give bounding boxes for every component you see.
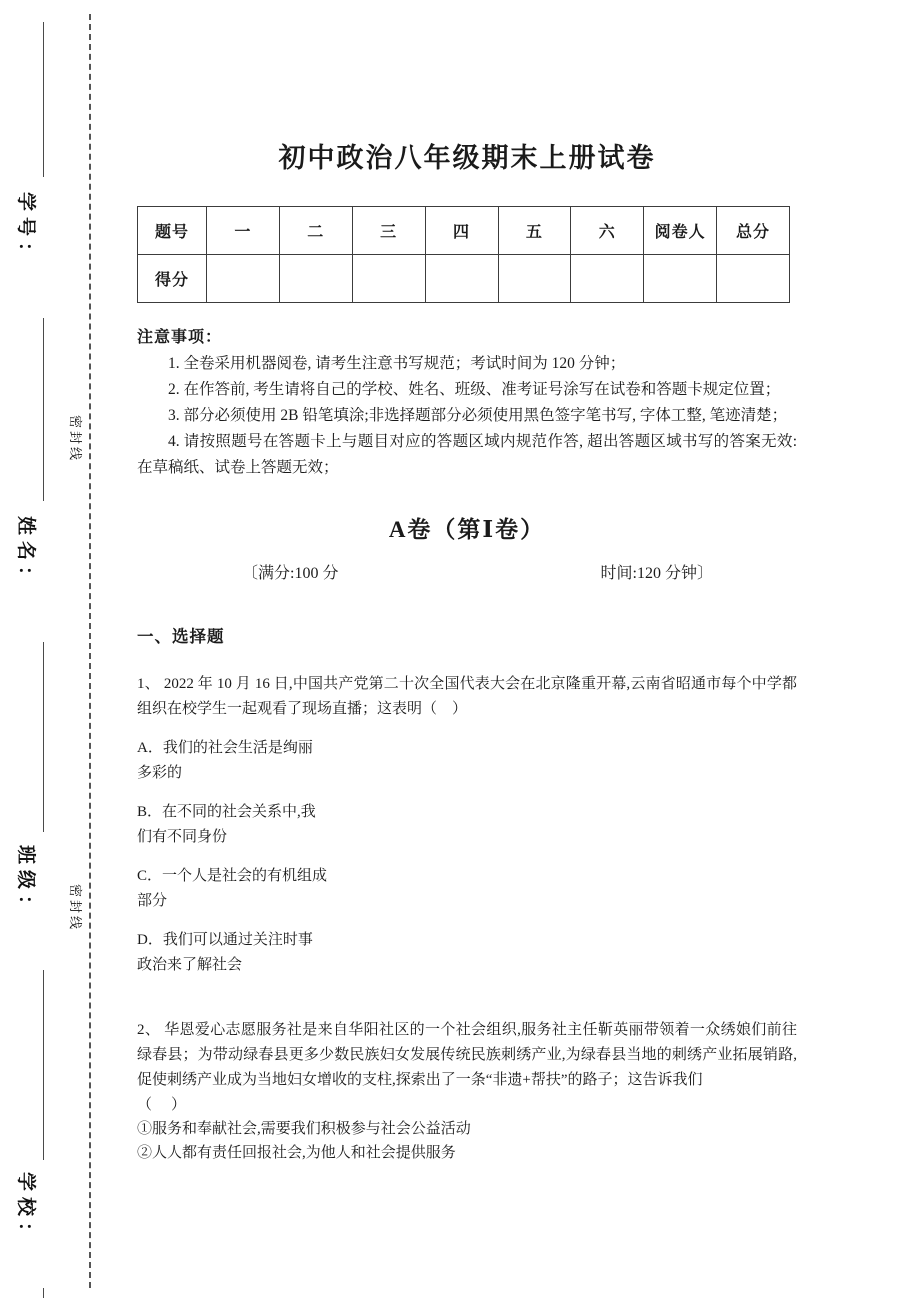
seal-text-top: 密封线 bbox=[68, 415, 83, 464]
margin-label-student-id: 学号： bbox=[15, 192, 36, 268]
margin-label-name: 姓名： bbox=[15, 516, 36, 592]
margin-rule-5 bbox=[43, 1288, 44, 1298]
option-item[interactable]: A．我们的社会生活是绚丽多彩的 bbox=[137, 740, 313, 781]
margin-rule-2 bbox=[43, 318, 44, 501]
seal-dashed-line bbox=[89, 14, 91, 1288]
score-table bbox=[137, 206, 790, 303]
table-row-header bbox=[138, 207, 790, 255]
score-table-cell: 总分 bbox=[717, 207, 790, 255]
answer-paren[interactable]: （ ） bbox=[137, 1097, 189, 1113]
score-table-cell: 得分 bbox=[138, 255, 207, 303]
score-table-cell-blank[interactable] bbox=[717, 255, 790, 303]
score-table-cell: 六 bbox=[571, 207, 644, 255]
question-item bbox=[137, 672, 797, 722]
score-table-cell: 二 bbox=[279, 207, 352, 255]
score-table-cell: 阅卷人 bbox=[644, 207, 717, 255]
score-table-cell-blank[interactable] bbox=[571, 255, 644, 303]
margin-rule-3 bbox=[43, 642, 44, 832]
option-item[interactable]: D．我们可以通过关注时事政治来了解社会 bbox=[137, 932, 313, 973]
score-table-cell-blank[interactable] bbox=[207, 255, 280, 303]
question-stem: 华恩爱心志愿服务社是来自华阳社区的一个社会组织,服务社主任靳英丽带领着一众绣娘们前往绿春县；为带动绿春县更多少数民族妇女发展传统民族刺绣产业,为绿春县当地的刺绣产业拓展销路,促使刺绣产业成为当地妇女增收的支柱,探索出了一条“非遗+帮扶”的路子；这告诉我们 bbox=[137, 1022, 797, 1088]
page-title: 初中政治八年级期末上册试卷 bbox=[278, 143, 656, 173]
question-item bbox=[137, 1018, 797, 1093]
question-number: 1、 bbox=[137, 676, 160, 692]
table-row-score bbox=[138, 255, 790, 303]
score-table-cell: 一 bbox=[207, 207, 280, 255]
question-number: 2、 bbox=[137, 1022, 161, 1038]
option-item[interactable]: C．一个人是社会的有机组成部分 bbox=[137, 868, 328, 909]
notice-item: 4. 请按照题号在答题卡上与题目对应的答题区域内规范作答, 超出答题区域书写的答案无效:在草稿纸、试卷上答题无效； bbox=[137, 433, 797, 476]
paper-content bbox=[137, 0, 797, 1165]
paper-meta-row bbox=[137, 560, 797, 583]
score-table-cell: 四 bbox=[425, 207, 498, 255]
score-table-cell-blank[interactable] bbox=[425, 255, 498, 303]
score-table-cell-blank[interactable] bbox=[352, 255, 425, 303]
seal-text-bottom: 密封线 bbox=[68, 884, 83, 933]
full-score-label: 〔满分:100 分 bbox=[242, 565, 339, 582]
question-stem: 2022 年 10 月 16 日,中国共产党第二十次全国代表大会在北京隆重开幕,云南省昭通市每个中学都组织在校学生一起观看了现场直播；这表明（ ） bbox=[137, 676, 797, 717]
score-table-cell-blank[interactable] bbox=[498, 255, 571, 303]
notice-heading: 注意事项： bbox=[137, 329, 223, 346]
score-table-cell-blank[interactable] bbox=[644, 255, 717, 303]
option-item[interactable]: B．在不同的社会关系中,我们有不同身份 bbox=[137, 804, 316, 845]
paper-part-title: A卷（第Ⅰ卷） bbox=[388, 517, 546, 542]
notice-item: 3. 部分必须使用 2B 铅笔填涂;非选择题部分必须使用黑色签字笔书写, 字体工整, 笔迹清楚； bbox=[168, 407, 788, 424]
margin-rule-1 bbox=[43, 22, 44, 177]
score-table-cell: 三 bbox=[352, 207, 425, 255]
score-table-cell: 题号 bbox=[138, 207, 207, 255]
time-limit-label: 时间:120 分钟〕 bbox=[600, 565, 713, 582]
margin-label-class: 班级： bbox=[15, 845, 36, 921]
notice-item: 2. 在作答前, 考生请将自己的学校、姓名、班级、准考证号涂写在试卷和答题卡规定位置； bbox=[168, 381, 781, 398]
score-table-cell: 五 bbox=[498, 207, 571, 255]
notice-block bbox=[137, 325, 797, 481]
notice-item: 1. 全卷采用机器阅卷, 请考生注意书写规范；考试时间为 120 分钟； bbox=[168, 355, 626, 372]
sub-option-item[interactable]: ①服务和奉献社会,需要我们积极参与社会公益活动 bbox=[137, 1121, 471, 1137]
sub-option-item[interactable]: ②人人都有责任回报社会,为他人和社会提供服务 bbox=[137, 1145, 456, 1161]
section-heading-choice: 一、选择题 bbox=[137, 627, 225, 646]
score-table-cell-blank[interactable] bbox=[279, 255, 352, 303]
margin-label-school: 学校： bbox=[15, 1172, 36, 1248]
margin-rule-4 bbox=[43, 970, 44, 1160]
